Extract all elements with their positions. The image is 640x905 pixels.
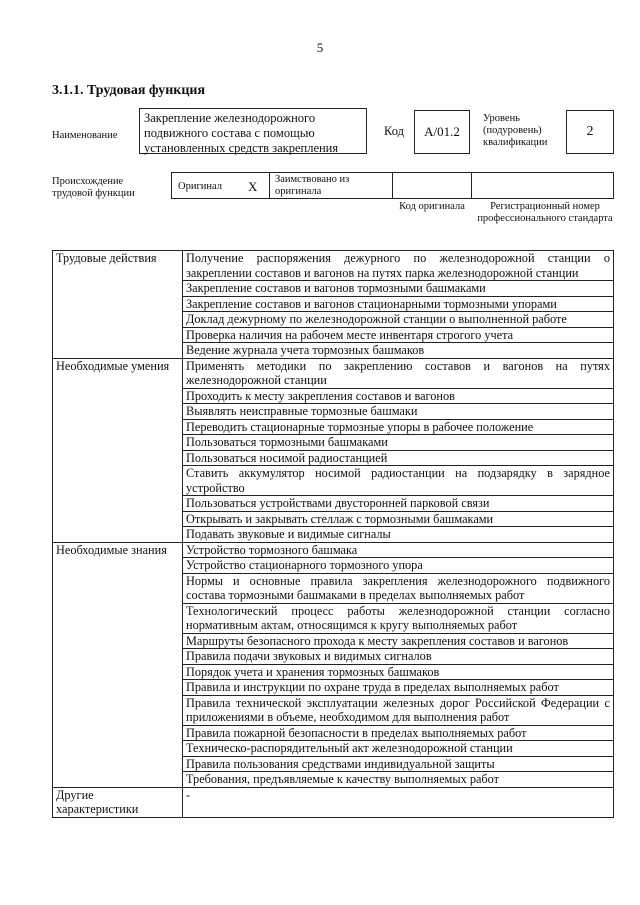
function-name: Закрепление железнодорожного подвижного состава с помощью установленных средств закрепления [139,108,367,154]
item-cell: Подавать звуковые и видимые сигналы [183,527,614,543]
original-label: Оригинал [178,181,222,192]
item-cell: Закрепление составов и вагонов тормозными башмаками [183,281,614,297]
table-row [53,251,614,281]
origin-label: Происхождение трудовой функции [52,176,135,199]
item-cell: Пользоваться тормозными башмаками [183,435,614,451]
borrowed-label: Заимствовано из оригинала [275,174,350,197]
page-number: 5 [316,40,324,55]
category-cell: Необходимые умения [53,358,183,542]
item-cell: Требования, предъявляемые к качеству выполняемых работ [183,772,614,788]
category-cell: Трудовые действия [53,251,183,359]
cell-divider [471,173,472,198]
item-cell: Пользоваться носимой радиостанцией [183,450,614,466]
item-cell: Выявлять неисправные тормозные башмаки [183,404,614,420]
item-cell: Ставить аккумулятор носимой радиостанции на подзарядку в зарядное устройство [183,466,614,496]
item-cell: Устройство стационарного тормозного упора [183,558,614,574]
item-cell: Маршруты безопасного прохода к месту закрепления составов и вагонов [183,633,614,649]
level-label: Уровень (подуровень) квалификации [483,113,548,148]
item-cell: Доклад дежурному по железнодорожной станции о выполненной работе [183,312,614,328]
code-value: А/01.2 [414,110,470,154]
table-row [53,542,614,558]
item-cell: Открывать и закрывать стеллаж с тормозными башмаками [183,511,614,527]
level-value: 2 [566,110,614,154]
cell-divider [392,173,393,198]
origin-row [171,172,614,199]
table-row [53,358,614,388]
item-cell: Технологический процесс работы железнодорожной станции согласно нормативным актам, относящимся к кругу выполняемых работ [183,603,614,633]
category-cell: Необходимые знания [53,542,183,787]
reg-number-caption: Регистрационный номер профессионального стандарта [477,201,613,224]
item-cell: Применять методики по закреплению составов и вагонов на путях железнодорожной станции [183,358,614,388]
original-mark: Х [248,179,258,194]
category-cell: Другие характеристики [53,787,183,817]
item-cell: Проверка наличия на рабочем месте инвентаря строгого учета [183,327,614,343]
code-label: Код [384,124,404,138]
item-cell: Ведение журнала учета тормозных башмаков [183,343,614,359]
item-cell: Правила пожарной безопасности в пределах выполняемых работ [183,725,614,741]
item-cell: Нормы и основные правила закрепления железнодорожного подвижного состава тормозными башмаками в пределах выполняемых работ [183,573,614,603]
item-cell: Правила и инструкции по охране труда в пределах выполняемых работ [183,680,614,696]
item-cell: Порядок учета и хранения тормозных башмаков [183,664,614,680]
item-cell: Проходить к месту закрепления составов и вагонов [183,388,614,404]
table-row [53,787,614,817]
item-cell: Переводить стационарные тормозные упоры в рабочее положение [183,419,614,435]
section-title: 3.1.1. Трудовая функция [52,83,206,98]
item-cell: Получение распоряжения дежурного по железнодорожной станции о закреплении составов и вагонов на путях парка железнодорожной станции [183,251,614,281]
item-cell: Правила пользования средствами индивидуальной защиты [183,756,614,772]
item-cell: Правила технической эксплуатации железных дорог Российской Федерации с приложениями в объеме, необходимом для выполнения работ [183,695,614,725]
name-label: Наименование [52,130,118,141]
item-cell: Устройство тормозного башмака [183,542,614,558]
function-table [52,250,614,818]
item-cell: - [183,787,614,817]
item-cell: Техническо-распорядительный акт железнодорожной станции [183,741,614,757]
item-cell: Закрепление составов и вагонов стационарными тормозными упорами [183,296,614,312]
item-cell: Пользоваться устройствами двусторонней парковой связи [183,496,614,512]
cell-divider [269,173,270,198]
item-cell: Правила подачи звуковых и видимых сигналов [183,649,614,665]
code-caption: Код оригинала [399,201,465,212]
